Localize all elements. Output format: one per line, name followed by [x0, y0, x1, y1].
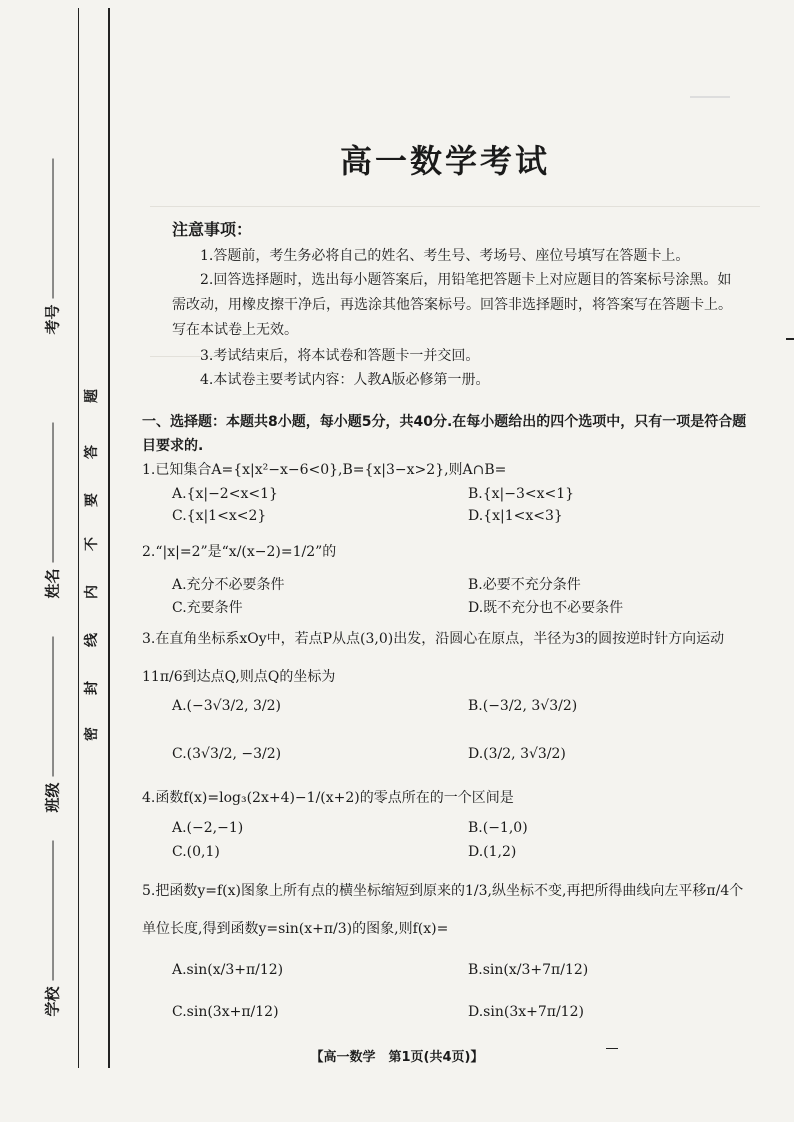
xuexiao-field: [42, 840, 63, 1016]
binding-line-outer: [78, 8, 79, 1068]
seal-char: 封: [84, 681, 100, 695]
banji-label: 班级: [43, 782, 62, 813]
question-stem: 4.函数f(x)=log₃(2x+4)−1/(x+2)的零点所在的一个区间是: [142, 790, 514, 806]
option-d: D.{x|1<x<3}: [468, 508, 563, 524]
xingming-line: [53, 422, 54, 562]
page-footer: 【高一数学 第1页(共4页)】: [310, 1050, 484, 1065]
question-stem: 1.已知集合A={x|x²−x−6<0},B={x|3−x>2},则A∩B=: [142, 462, 507, 478]
option-b: B.(−1,0): [468, 820, 528, 836]
option-b: B.{x|−3<x<1}: [468, 486, 575, 502]
option-a: A.充分不必要条件: [172, 577, 285, 593]
xingming-field: [42, 422, 63, 598]
option-b: B.(−3/2, 3√3/2): [468, 698, 578, 714]
bleed-mark: [150, 206, 760, 207]
option-d: D.sin(3x+7π/12): [468, 1004, 584, 1020]
kaohao-line: [53, 158, 54, 298]
option-c: C.充要条件: [172, 600, 243, 616]
xuexiao-label: 学校: [43, 986, 62, 1017]
page-title: 高一数学考试: [340, 142, 551, 180]
seal-char: 线: [84, 633, 100, 647]
option-c: C.(3√3/2, −3/2): [172, 746, 282, 762]
seal-char: 不: [84, 537, 100, 551]
kaohao-label: 考号: [43, 304, 62, 335]
edge-mark: [786, 338, 794, 340]
notice-item: 3.考试结束后，将本试卷和答题卡一并交回。: [200, 348, 480, 364]
option-a: A.(−3√3/2, 3/2): [172, 698, 282, 714]
notice-item: 1.答题前，考生务必将自己的姓名、考生号、考场号、座位号填写在答题卡上。: [200, 248, 690, 264]
notice-item: 4.本试卷主要考试内容：人教A版必修第一册。: [200, 372, 490, 388]
seal-char: 要: [84, 493, 100, 507]
xingming-label: 姓名: [43, 568, 62, 599]
bleed-mark: [690, 96, 730, 98]
seal-char: 内: [84, 585, 100, 599]
option-a: A.sin(x/3+π/12): [172, 962, 284, 978]
binding-line-inner: [108, 8, 110, 1068]
option-d: D.(1,2): [468, 844, 517, 860]
question-stem: 2.“|x|=2”是“x/(x−2)=1/2”的: [142, 544, 337, 560]
option-a: A.(−2,−1): [172, 820, 244, 836]
seal-char: 密: [84, 727, 100, 741]
option-c: C.{x|1<x<2}: [172, 508, 267, 524]
footer-dash: [606, 1048, 618, 1049]
notice-heading: 注意事项：: [172, 220, 253, 239]
seal-char: 答: [84, 445, 100, 459]
section-heading: 一、选择题：本题共8小题，每小题5分，共40分.在每小题给出的四个选项中，只有一项是符合题目要求的.: [142, 414, 747, 454]
question-stem: 5.把函数y=f(x)图象上所有点的横坐标缩短到原来的1/3,纵坐标不变,再把所得曲线向左平移π/4个单位长度,得到函数y=sin(x+π/3)的图象,则f(x)=: [142, 883, 744, 937]
option-b: B.sin(x/3+7π/12): [468, 962, 589, 978]
banji-line: [53, 636, 54, 776]
option-b: B.必要不充分条件: [468, 577, 581, 593]
option-d: D.既不充分也不必要条件: [468, 600, 624, 616]
banji-field: [42, 636, 63, 812]
question-stem: 3.在直角坐标系xOy中，若点P从点(3,0)出发，沿圆心在原点，半径为3的圆按逆时针方向运动11π/6到达点Q,则点Q的坐标为: [142, 631, 725, 685]
notice-item: 2.回答选择题时，选出每小题答案后，用铅笔把答题卡上对应题目的答案标号涂黑。如需改动，用橡皮擦干净后，再选涂其他答案标号。回答非选择题时，将答案写在答题卡上。写在本试卷上无效。: [172, 272, 732, 338]
option-c: C.sin(3x+π/12): [172, 1004, 279, 1020]
xuexiao-line: [53, 840, 54, 980]
seal-char: 题: [84, 389, 100, 403]
option-a: A.{x|−2<x<1}: [172, 486, 278, 502]
kaohao-field: [42, 158, 63, 334]
option-d: D.(3/2, 3√3/2): [468, 746, 566, 762]
binding-margin: [0, 0, 120, 1122]
option-c: C.(0,1): [172, 844, 220, 860]
